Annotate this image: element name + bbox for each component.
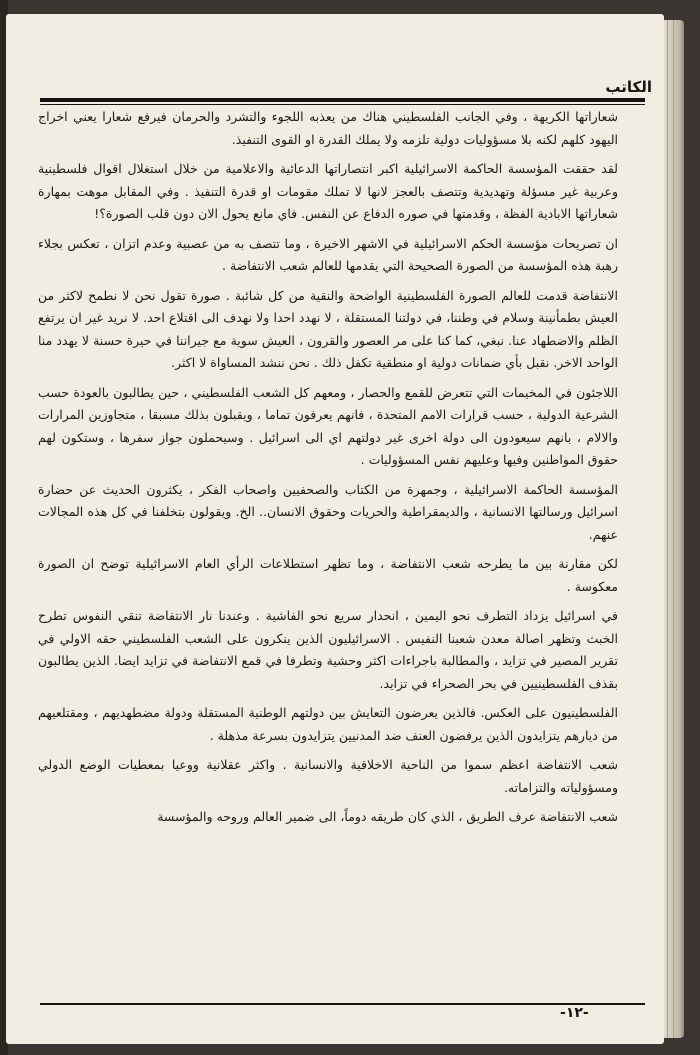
paragraph: في اسرائيل يزداد التطرف نحو اليمين ، انحدار سريع نحو الفاشية . وعندنا نار الانتفاضة تنقي النفوس تطرح الخبث وتظهر اصالة معدن شعبنا النفيس . الاسرائيليون الذين ينكرون على الشعب الفلسطيني حقه الاولي في تقرير المصير في تزايد ، والمطالبة باجراءات اكثر وحشية وتطرفا في قمع الانتفاضة في تزايد ايضا. الذين يطالبون بقذف الفلسطينيين في بحر الصحراء في تزايد.: [38, 608, 618, 691]
paragraph: شعب الانتفاضة عرف الطريق ، الذي كان طريقه دوماً، الى ضمير العالم وروحه والمؤسسة: [157, 809, 618, 824]
header-rule-thick: [40, 98, 645, 102]
paragraph: لكن مقارنة بين ما يطرحه شعب الانتفاضة ، وما تظهر استطلاعات الرأي العام الاسرائيلية توضح ان الصورة معكوسة .: [38, 556, 618, 594]
paragraph: ان تصريحات مؤسسة الحكم الاسرائيلية في الاشهر الاخيرة ، وما تتصف به من عصبية وعدم اتزان ، تعكس بجلاء رهبة هذه المؤسسة من الصورة الصحيحة التي يقدمها للعالم شعب الانتفاضة .: [38, 235, 618, 273]
paragraph: شعاراتها الكريهة ، وفي الجانب الفلسطيني هناك من يعذبه اللجوء والتشرد والحرمان فيرفع شعارا يعني اخراج اليهود كلهم لكنه بلا مسؤوليات دولية تلزمه ولا يملك القدرة او القوى التنفيذ.: [38, 109, 618, 147]
paragraph: الانتفاضة قدمت للعالم الصورة الفلسطينية الواضحة والنقية من كل شائبة . صورة تقول نحن لا نطمح لاكثر من العيش بطمأنينة وسلام في وطننا، في دولتنا المستقلة ، لا نهدد احدا ولا نهدف الى اقتلاع احد. لا نريد غير ان يرتفع الظلم والاضطهاد عنا. نبغي، كما كنا على مر العصور والقرون ، العيش سوية مع جيراننا في حيرة حسنة لا يهدد منا الواحد الاخر. نقبل بأي ضمانات دولية او منطقية تكفل ذلك . نحن ننشد المساواة لا اكثر.: [38, 287, 618, 370]
paragraph: الفلسطينيون على العكس. فالذين يعرضون التعايش بين دولتهم الوطنية المستقلة ودولة مضطهديهم ، ومقتلعيهم من ديارهم يتزايدون الذين يرفضون العنف ضد المدنيين يتزايدون بسرعة مذهلة .: [38, 705, 618, 743]
article-body: [38, 106, 618, 836]
running-header: الكاتب: [605, 78, 652, 96]
header-rule-thin: [40, 104, 645, 105]
paragraph: اللاجئون في المخيمات التي تتعرض للقمع والحصار ، ومعهم كل الشعب الفلسطيني ، حين يطالبون بالعودة حسب الشرعية الدولية ، حسب قرارات الامم المتحدة ، فانهم يعرفون تماما ، ويقبلون بذلك مسبقا ، متجاوزين المرارات والالام ، بانهم سيعودون الى دولة اخرى غير دولتهم اي الى اسرائيل . وسيحملون جواز سفرها ، وستكون لهم حقوق المواطنين وفيها وعليهم نفس المسؤوليات .: [38, 384, 618, 467]
footer-rule: [40, 1003, 645, 1005]
page-edges: [664, 20, 684, 1038]
paragraph: شعب الانتفاضة اعظم سموا من الناحية الاخلاقية والانسانية . واكثر عقلانية ووعيا بمعطيات الوضع الدولي ومسؤولياته والتزاماته.: [38, 757, 618, 795]
paragraph: المؤسسة الحاكمة الاسرائيلية ، وجمهرة من الكتاب والصحفيين واصحاب الفكر ، يكثرون الحديث عن حضارة اسرائيل ورسالتها الانسانية ، والديمقراطية والحريات وحقوق الانسان.. الخ. ويقولون بتخلفنا في كل هذه المجالات عنهم.: [38, 481, 618, 542]
paragraph: لقد حققت المؤسسة الحاكمة الاسرائيلية اكبر انتصاراتها الدعائية والاعلامية من خلال استغلال اقوال فلسطينية وعربية غير مسؤلة وتهديدية وتتصف بالعجز لانها لا تملك مقومات او قدرة التنفيذ . وفي المقابل موهت بمهارة شعاراتها الابادية الفظة ، وقدمتها في صوره الدفاع عن النفس. فاي مانع يحول الان دون قلب الصورة؟!: [38, 161, 618, 221]
page-number: -١٢-: [560, 1005, 589, 1021]
